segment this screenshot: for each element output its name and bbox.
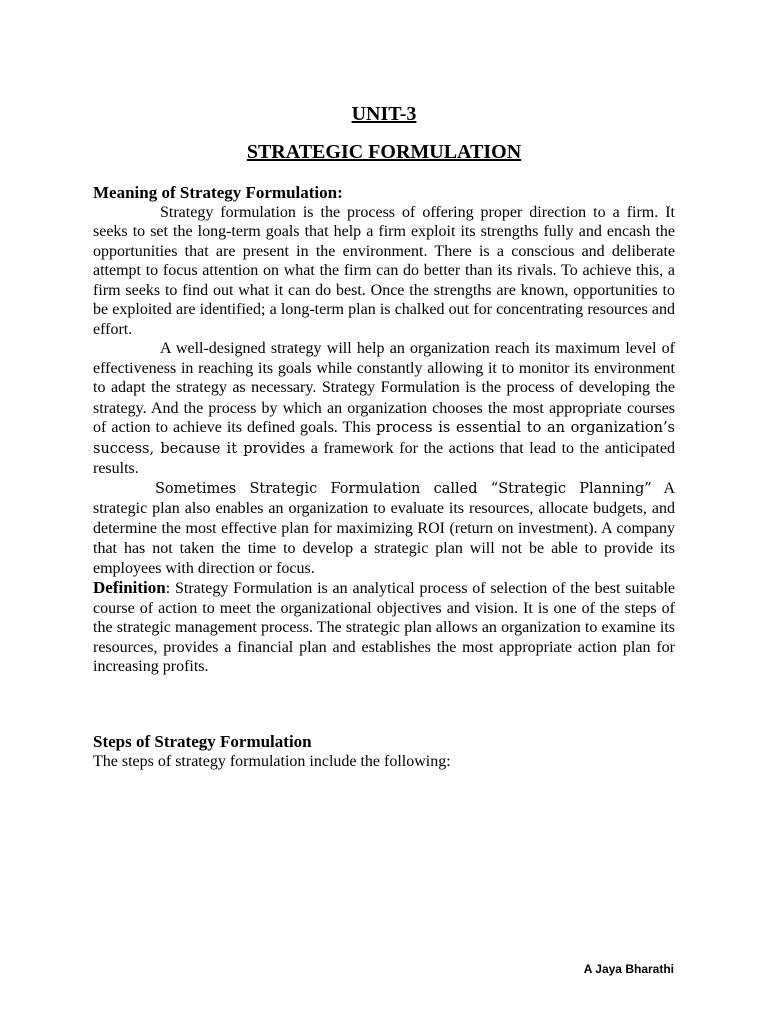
unit-title: UNIT-3: [351, 103, 417, 125]
steps-intro: The steps of strategy formulation include the following:: [93, 752, 451, 770]
footer-author: A Jaya Bharathi: [583, 962, 674, 976]
paragraph-3-text-c: A company that has not taken the time to develop a strategic plan will not be able to provide its employees with direction or focus.: [93, 519, 675, 577]
paragraph-2-text-c: process is essential to an organization’s success, because it provide: [93, 420, 676, 457]
paragraph-2-text-a: A well-designed strategy will help an organization reach its maximum level of effectiveness in reaching its goals while constantly allowing it to monitor its environment to adapt the strategy as necessary.: [93, 340, 675, 396]
steps-heading: Steps of Strategy Formulation: [93, 732, 312, 751]
paragraph-3-text-a: Sometimes Strategic Formulation called “Strategic Planning”: [155, 480, 652, 497]
paragraph-2-text-b: Strategy Formulation is the process of developing the strategy. And the process by which an organization chooses the most appropriate courses of action to achieve its defined goals. This: [93, 379, 676, 436]
meaning-paragraph-1: Strategy formulation is the process of offering proper direction to a firm. It seeks to set the long-term goals that help a firm exploit its strengths fully and encash the opportunities that are present in the environment. There is a conscious and deliberate attempt to focus attention on what the firm can do better than its rivals. To achieve this, a firm seeks to find out what it can do best. Once the strengths are known, opportunities to be exploited are identified; a long-term plan is chalked out for concentrating resources and effort.: [93, 203, 675, 338]
meaning-paragraph-3: [93, 479, 675, 579]
meaning-section: [93, 183, 675, 677]
meaning-paragraph-2: [93, 339, 675, 479]
definition-label: Definition: [93, 578, 166, 597]
meaning-heading: Meaning of Strategy Formulation:: [93, 183, 343, 202]
definition-text: : Strategy Formulation is an analytical process of selection of the best suitable course of action to meet the organizational objectives and vision. It is one of the steps of the strategic management process. The strategic plan allows an organization to examine its resources, provides a financial plan and establishes the most appropriate action plan for increasing profits.: [93, 580, 675, 675]
paragraph-2-text-d: s a framework for the actions that lead to the anticipated results.: [93, 439, 675, 477]
steps-section: [93, 732, 675, 771]
paragraph-3-text-b: A strategic plan also enables an organization to evaluate its resources, allocate budgets, and determine the most effective plan for maximizing ROI (return on investment).: [93, 479, 675, 537]
definition-paragraph: [93, 578, 675, 677]
page-title: STRATEGIC FORMULATION: [246, 141, 522, 163]
